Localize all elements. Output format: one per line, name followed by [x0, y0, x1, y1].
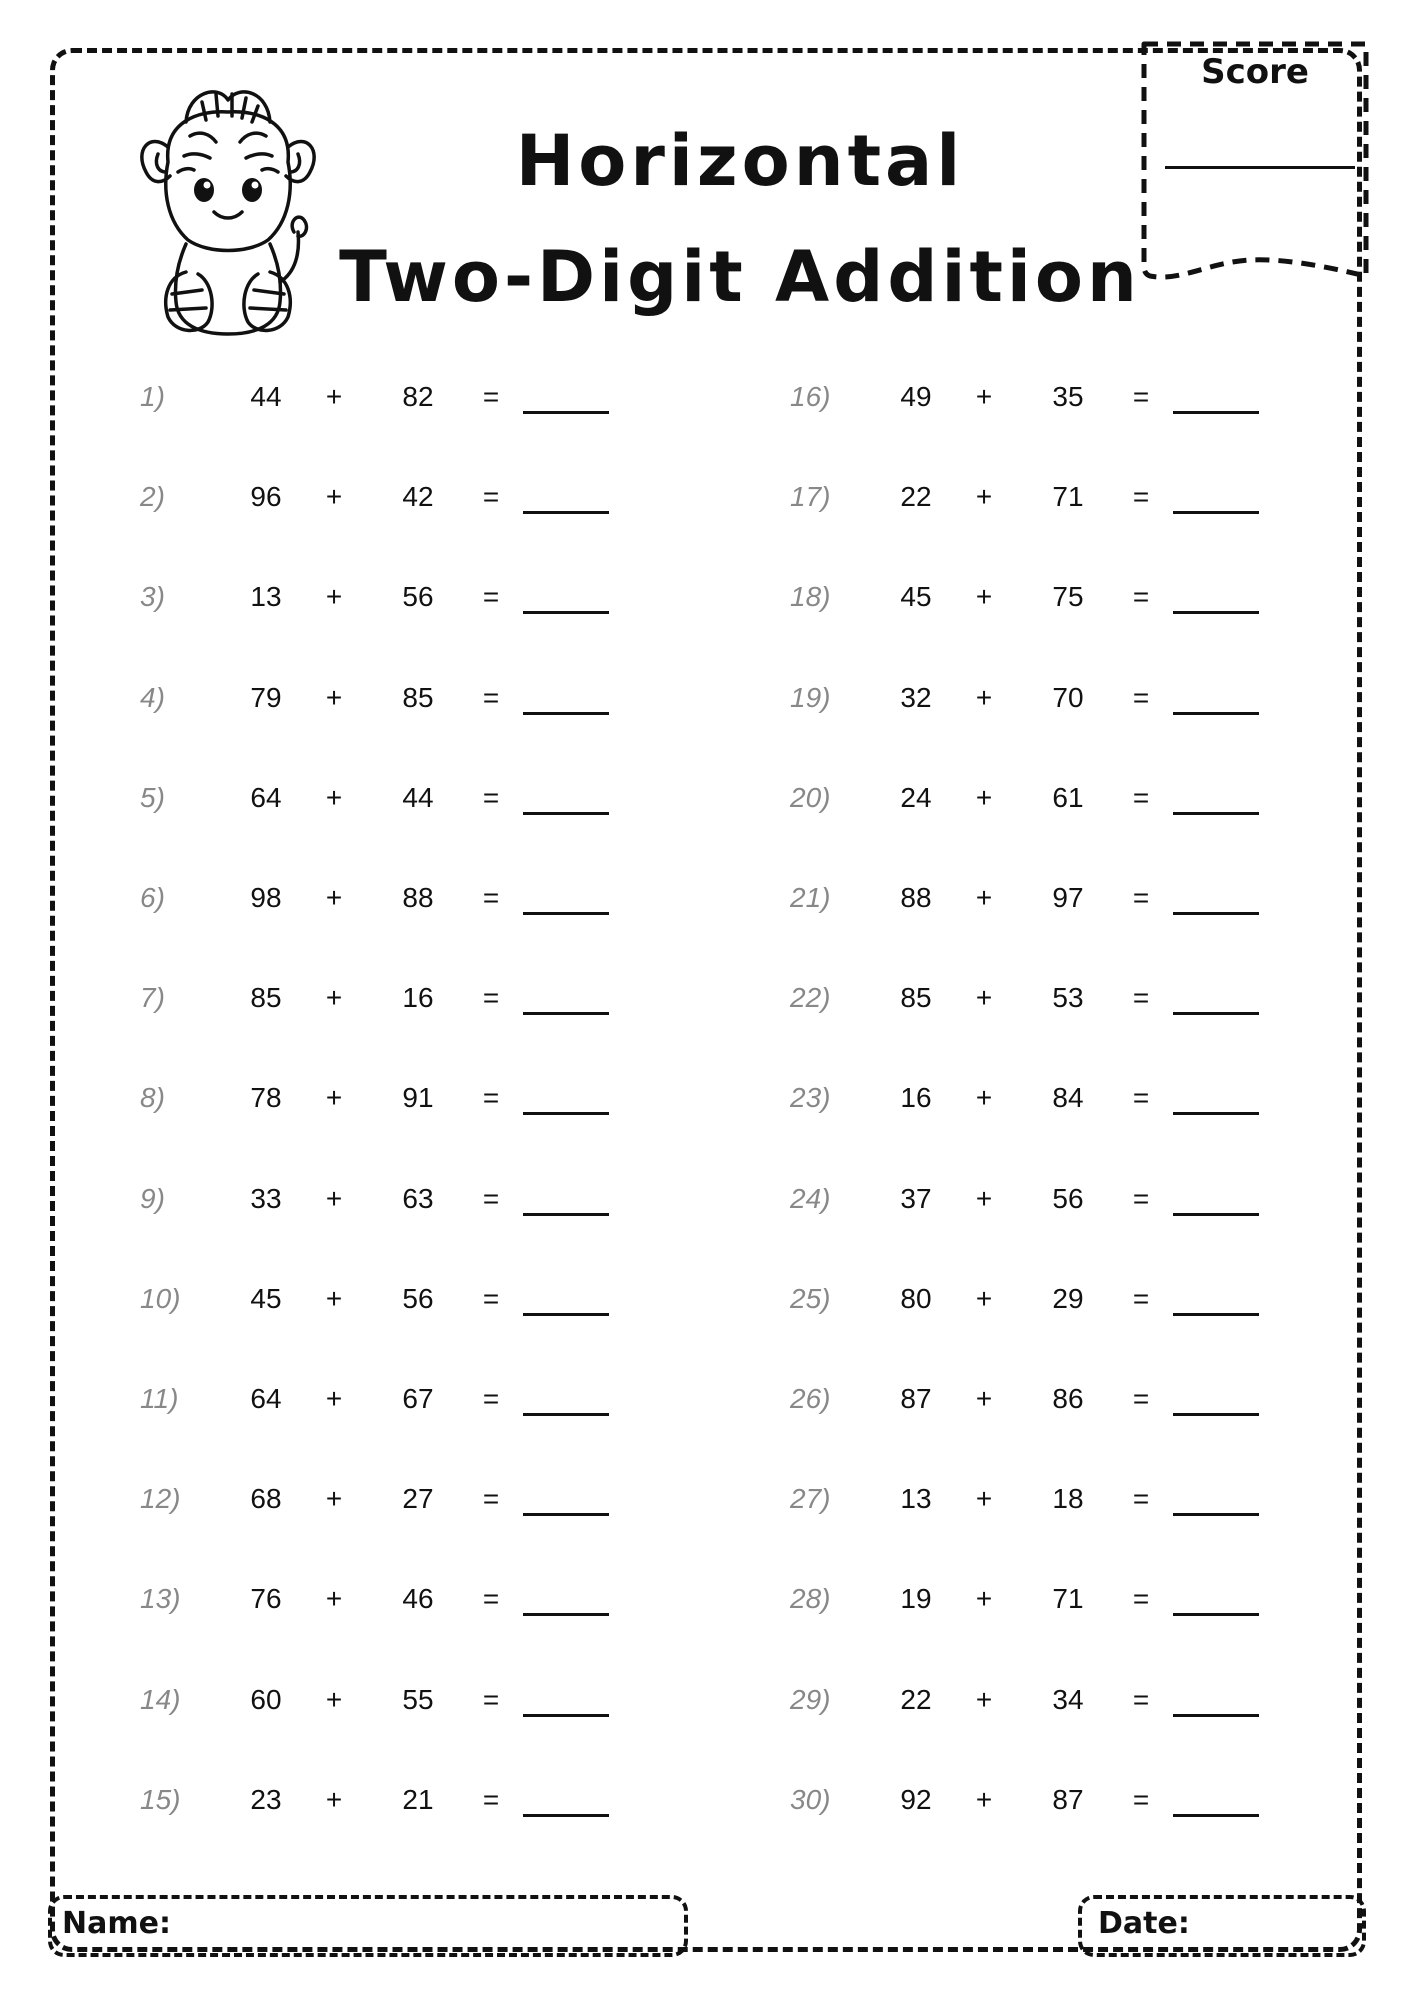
- equals-sign: =: [1132, 1684, 1150, 1715]
- addend-b: 16: [402, 982, 434, 1013]
- problem-row: [790, 1579, 1290, 1619]
- equals-sign: =: [1132, 882, 1150, 913]
- plus-sign: +: [325, 1483, 343, 1514]
- problem-number: 18): [790, 581, 831, 612]
- addend-a: 76: [250, 1583, 282, 1614]
- problem-row: [790, 377, 1290, 417]
- answer-blank[interactable]: [1173, 611, 1259, 614]
- answer-blank[interactable]: [523, 1714, 609, 1717]
- equals-sign: =: [1132, 1383, 1150, 1414]
- equals-sign: =: [1132, 982, 1150, 1013]
- equals-sign: =: [482, 481, 500, 512]
- plus-sign: +: [975, 1684, 993, 1715]
- addend-a: 32: [900, 682, 932, 713]
- problem-row: [140, 1078, 640, 1118]
- answer-blank[interactable]: [523, 812, 609, 815]
- answer-blank[interactable]: [523, 1313, 609, 1316]
- addend-b: 27: [402, 1483, 434, 1514]
- equals-sign: =: [1132, 1283, 1150, 1314]
- equals-sign: =: [1132, 1483, 1150, 1514]
- zebra-icon: [128, 72, 328, 342]
- addend-b: 84: [1052, 1082, 1084, 1113]
- problem-row: [140, 377, 640, 417]
- problem-number: 7): [140, 982, 165, 1013]
- addend-b: 21: [402, 1784, 434, 1815]
- plus-sign: +: [325, 782, 343, 813]
- answer-blank[interactable]: [1173, 411, 1259, 414]
- problem-number: 25): [790, 1283, 831, 1314]
- problem-row: [790, 878, 1290, 918]
- plus-sign: +: [975, 1784, 993, 1815]
- problem-number: 20): [790, 782, 831, 813]
- problem-row: [790, 577, 1290, 617]
- equals-sign: =: [482, 982, 500, 1013]
- addend-b: 71: [1052, 1583, 1084, 1614]
- answer-blank[interactable]: [523, 1814, 609, 1817]
- addend-a: 85: [250, 982, 282, 1013]
- addend-a: 85: [900, 982, 932, 1013]
- addend-b: 97: [1052, 882, 1084, 913]
- problem-row: [140, 577, 640, 617]
- plus-sign: +: [325, 1784, 343, 1815]
- page-title-line-2: Two-Digit Addition: [339, 236, 1141, 318]
- equals-sign: =: [482, 682, 500, 713]
- equals-sign: =: [482, 1684, 500, 1715]
- problem-number: 4): [140, 682, 165, 713]
- answer-blank[interactable]: [1173, 912, 1259, 915]
- plus-sign: +: [325, 1183, 343, 1214]
- addend-a: 88: [900, 882, 932, 913]
- addend-b: 87: [1052, 1784, 1084, 1815]
- problem-row: [140, 878, 640, 918]
- addend-a: 87: [900, 1383, 932, 1414]
- plus-sign: +: [975, 1383, 993, 1414]
- problem-row: [140, 1680, 640, 1720]
- problem-row: [140, 978, 640, 1018]
- plus-sign: +: [975, 782, 993, 813]
- equals-sign: =: [482, 1383, 500, 1414]
- date-label: Date:: [1098, 1906, 1190, 1941]
- equals-sign: =: [1132, 1183, 1150, 1214]
- equals-sign: =: [1132, 682, 1150, 713]
- problem-number: 11): [140, 1383, 179, 1414]
- plus-sign: +: [975, 982, 993, 1013]
- problem-row: [140, 1379, 640, 1419]
- equals-sign: =: [482, 381, 500, 412]
- problem-row: [140, 1279, 640, 1319]
- addend-b: 82: [402, 381, 434, 412]
- equals-sign: =: [482, 1784, 500, 1815]
- plus-sign: +: [975, 381, 993, 412]
- equals-sign: =: [482, 882, 500, 913]
- addend-a: 16: [900, 1082, 932, 1113]
- equals-sign: =: [1132, 782, 1150, 813]
- plus-sign: +: [325, 1583, 343, 1614]
- problem-number: 19): [790, 682, 831, 713]
- problem-number: 12): [140, 1483, 181, 1514]
- plus-sign: +: [975, 1483, 993, 1514]
- problem-row: [790, 678, 1290, 718]
- problem-row: [140, 1579, 640, 1619]
- problem-row: [790, 1680, 1290, 1720]
- addend-a: 44: [250, 381, 282, 412]
- addend-b: 61: [1052, 782, 1084, 813]
- plus-sign: +: [325, 381, 343, 412]
- addend-a: 64: [250, 1383, 282, 1414]
- problem-number: 2): [140, 481, 165, 512]
- plus-sign: +: [325, 1383, 343, 1414]
- addend-b: 71: [1052, 481, 1084, 512]
- problem-row: [790, 1179, 1290, 1219]
- problem-number: 17): [790, 481, 831, 512]
- problem-number: 13): [140, 1583, 181, 1614]
- equals-sign: =: [482, 1183, 500, 1214]
- addend-a: 79: [250, 682, 282, 713]
- addend-a: 49: [900, 381, 932, 412]
- addend-b: 46: [402, 1583, 434, 1614]
- answer-blank[interactable]: [1173, 1313, 1259, 1316]
- plus-sign: +: [325, 1283, 343, 1314]
- problem-number: 29): [790, 1684, 831, 1715]
- equals-sign: =: [1132, 481, 1150, 512]
- addend-b: 42: [402, 481, 434, 512]
- addend-b: 63: [402, 1183, 434, 1214]
- addend-a: 24: [900, 782, 932, 813]
- problem-number: 30): [790, 1784, 831, 1815]
- addend-b: 55: [402, 1684, 434, 1715]
- addend-a: 33: [250, 1183, 282, 1214]
- problem-number: 3): [140, 581, 165, 612]
- equals-sign: =: [1132, 581, 1150, 612]
- addend-a: 45: [250, 1283, 282, 1314]
- addend-b: 53: [1052, 982, 1084, 1013]
- answer-blank[interactable]: [1173, 1513, 1259, 1516]
- problem-row: [790, 477, 1290, 517]
- plus-sign: +: [325, 882, 343, 913]
- addend-b: 35: [1052, 381, 1084, 412]
- plus-sign: +: [325, 1684, 343, 1715]
- score-label: Score: [1201, 52, 1309, 92]
- addend-a: 13: [250, 581, 282, 612]
- plus-sign: +: [325, 1082, 343, 1113]
- addend-b: 88: [402, 882, 434, 913]
- answer-blank[interactable]: [1173, 1613, 1259, 1616]
- addend-a: 19: [900, 1583, 932, 1614]
- name-label: Name:: [62, 1906, 171, 1941]
- problem-number: 21): [790, 882, 831, 913]
- plus-sign: +: [975, 481, 993, 512]
- answer-blank[interactable]: [1173, 1814, 1259, 1817]
- addend-b: 91: [402, 1082, 434, 1113]
- problem-number: 27): [790, 1483, 831, 1514]
- problem-number: 1): [140, 381, 165, 412]
- addend-a: 13: [900, 1483, 932, 1514]
- problem-row: [140, 678, 640, 718]
- addend-a: 23: [250, 1784, 282, 1815]
- plus-sign: +: [975, 1583, 993, 1614]
- problem-number: 14): [140, 1684, 181, 1715]
- problem-number: 23): [790, 1082, 831, 1113]
- answer-blank[interactable]: [523, 1413, 609, 1416]
- plus-sign: +: [975, 682, 993, 713]
- problem-row: [140, 778, 640, 818]
- answer-blank[interactable]: [1173, 1413, 1259, 1416]
- problem-row: [790, 1279, 1290, 1319]
- answer-blank[interactable]: [1173, 1012, 1259, 1015]
- problem-number: 22): [790, 982, 831, 1013]
- answer-blank[interactable]: [523, 1112, 609, 1115]
- problem-number: 9): [140, 1183, 165, 1214]
- addend-b: 34: [1052, 1684, 1084, 1715]
- plus-sign: +: [325, 481, 343, 512]
- problem-number: 10): [140, 1283, 181, 1314]
- page-title-line-1: Horizontal: [515, 120, 965, 202]
- answer-blank[interactable]: [523, 1613, 609, 1616]
- equals-sign: =: [482, 581, 500, 612]
- addend-a: 22: [900, 1684, 932, 1715]
- problem-row: [140, 477, 640, 517]
- addend-a: 78: [250, 1082, 282, 1113]
- answer-blank[interactable]: [523, 1012, 609, 1015]
- problem-number: 8): [140, 1082, 165, 1113]
- answer-blank[interactable]: [1173, 1112, 1259, 1115]
- equals-sign: =: [482, 782, 500, 813]
- answer-blank[interactable]: [523, 611, 609, 614]
- problem-row: [140, 1179, 640, 1219]
- addend-a: 68: [250, 1483, 282, 1514]
- plus-sign: +: [975, 1082, 993, 1113]
- answer-blank[interactable]: [523, 912, 609, 915]
- answer-blank[interactable]: [523, 411, 609, 414]
- answer-blank[interactable]: [1173, 812, 1259, 815]
- equals-sign: =: [1132, 1583, 1150, 1614]
- addend-b: 18: [1052, 1483, 1084, 1514]
- equals-sign: =: [482, 1082, 500, 1113]
- answer-blank[interactable]: [523, 511, 609, 514]
- problem-number: 5): [140, 782, 165, 813]
- addend-a: 98: [250, 882, 282, 913]
- addend-b: 56: [402, 581, 434, 612]
- problem-row: [140, 1780, 640, 1820]
- plus-sign: +: [975, 1183, 993, 1214]
- plus-sign: +: [325, 581, 343, 612]
- addend-a: 92: [900, 1784, 932, 1815]
- addend-b: 29: [1052, 1283, 1084, 1314]
- plus-sign: +: [975, 1283, 993, 1314]
- addend-b: 56: [402, 1283, 434, 1314]
- problem-number: 26): [790, 1383, 831, 1414]
- problem-number: 28): [790, 1583, 831, 1614]
- addend-a: 96: [250, 481, 282, 512]
- addend-b: 67: [402, 1383, 434, 1414]
- problem-row: [790, 1379, 1290, 1419]
- problem-number: 15): [140, 1784, 181, 1815]
- addend-b: 75: [1052, 581, 1084, 612]
- answer-blank[interactable]: [523, 1213, 609, 1216]
- addend-b: 86: [1052, 1383, 1084, 1414]
- addend-b: 56: [1052, 1183, 1084, 1214]
- problem-number: 24): [790, 1183, 831, 1214]
- answer-blank[interactable]: [1173, 1714, 1259, 1717]
- plus-sign: +: [325, 682, 343, 713]
- plus-sign: +: [975, 581, 993, 612]
- answer-blank[interactable]: [1173, 712, 1259, 715]
- equals-sign: =: [482, 1583, 500, 1614]
- addend-a: 37: [900, 1183, 932, 1214]
- problem-row: [790, 1078, 1290, 1118]
- problem-number: 16): [790, 381, 831, 412]
- equals-sign: =: [1132, 381, 1150, 412]
- plus-sign: +: [975, 882, 993, 913]
- equals-sign: =: [482, 1283, 500, 1314]
- problem-number: 6): [140, 882, 165, 913]
- answer-blank[interactable]: [523, 1513, 609, 1516]
- problem-row: [790, 1780, 1290, 1820]
- answer-blank[interactable]: [1173, 511, 1259, 514]
- problem-row: [140, 1479, 640, 1519]
- addend-a: 22: [900, 481, 932, 512]
- plus-sign: +: [325, 982, 343, 1013]
- equals-sign: =: [1132, 1082, 1150, 1113]
- problem-row: [790, 778, 1290, 818]
- addend-a: 64: [250, 782, 282, 813]
- problem-row: [790, 978, 1290, 1018]
- addend-b: 70: [1052, 682, 1084, 713]
- addend-a: 45: [900, 581, 932, 612]
- answer-blank[interactable]: [1173, 1213, 1259, 1216]
- addend-b: 44: [402, 782, 434, 813]
- addend-b: 85: [402, 682, 434, 713]
- addend-a: 60: [250, 1684, 282, 1715]
- problem-row: [790, 1479, 1290, 1519]
- equals-sign: =: [1132, 1784, 1150, 1815]
- equals-sign: =: [482, 1483, 500, 1514]
- addend-a: 80: [900, 1283, 932, 1314]
- answer-blank[interactable]: [523, 712, 609, 715]
- score-answer-line[interactable]: [1165, 166, 1355, 169]
